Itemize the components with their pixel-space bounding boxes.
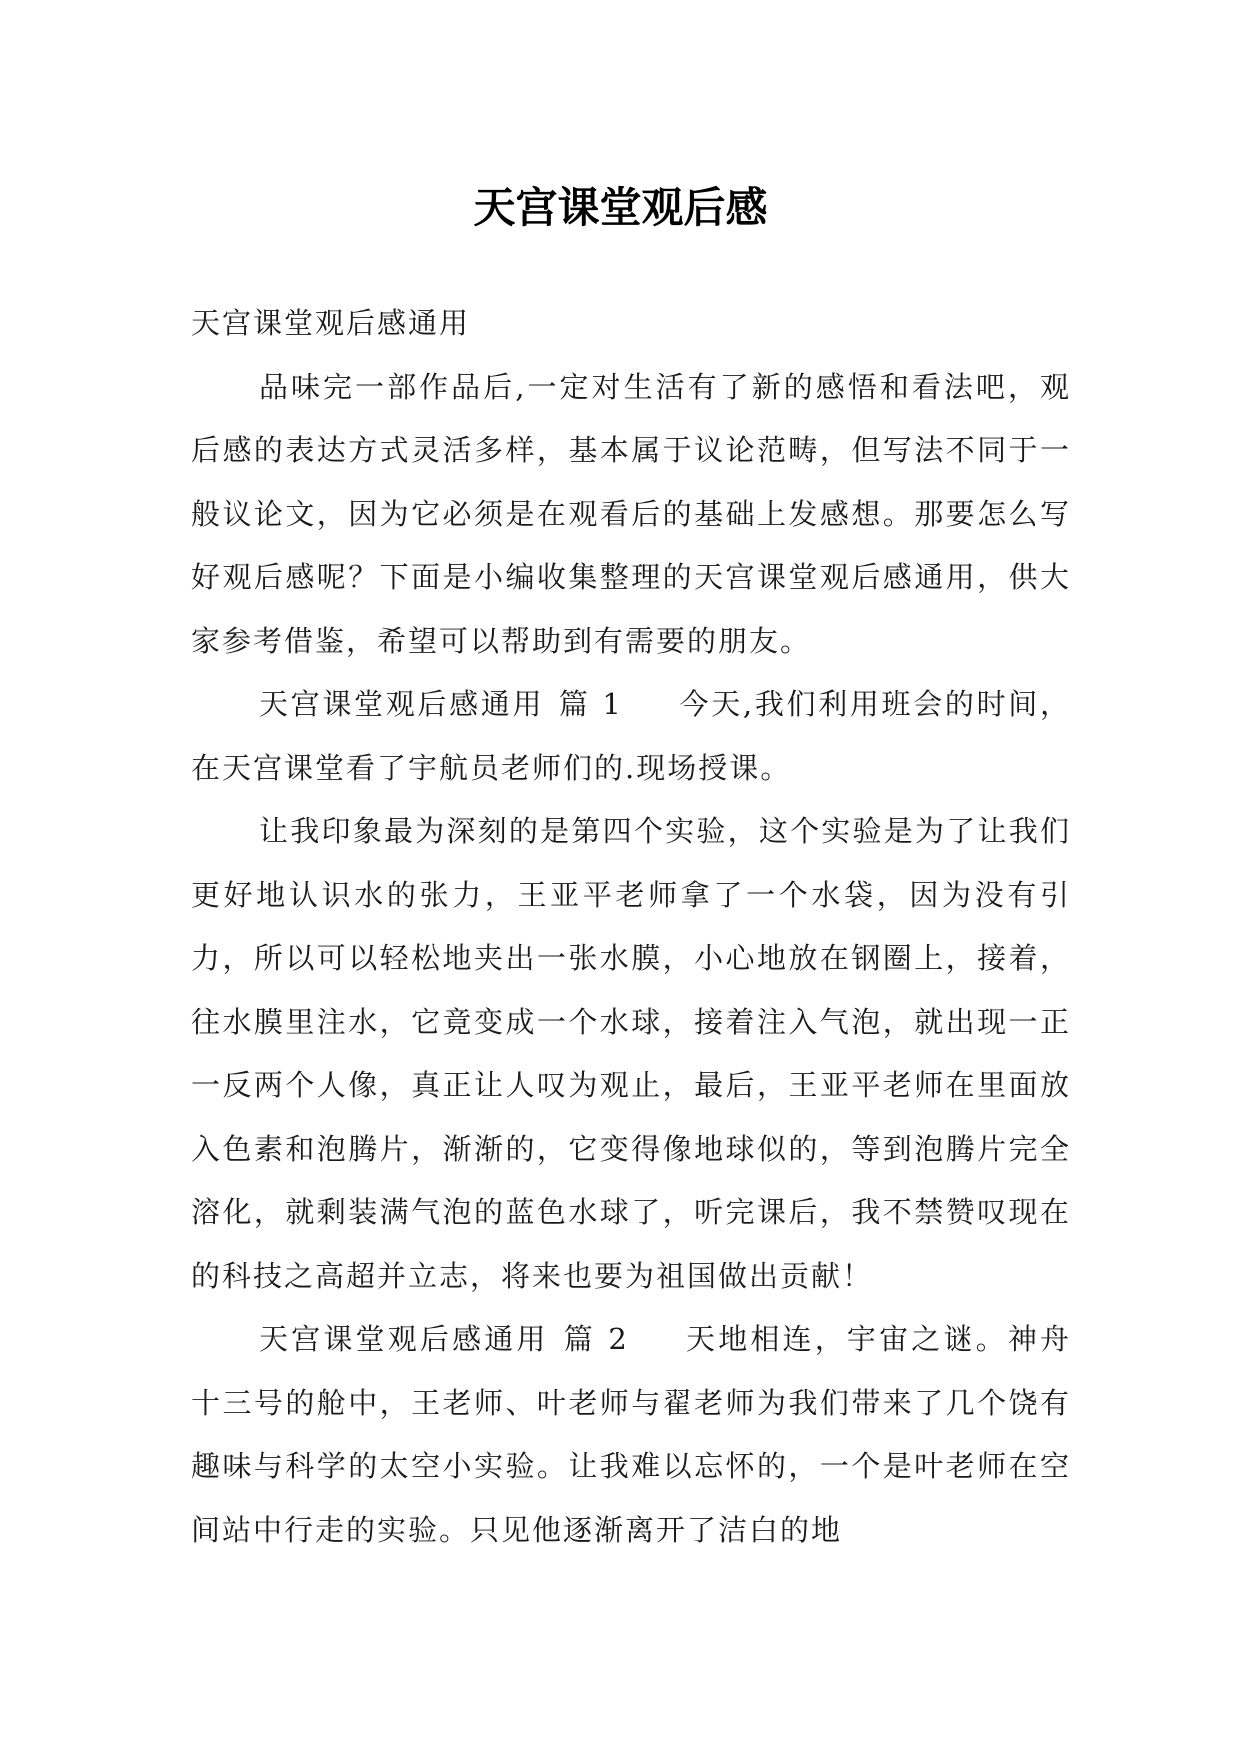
section-1-lead-paragraph bbox=[191, 673, 1071, 800]
section-2-lead-paragraph bbox=[191, 1308, 1071, 1562]
document-subtitle: 天宫课堂观后感通用 bbox=[191, 306, 471, 340]
document-title: 天宫课堂观后感 bbox=[473, 183, 768, 233]
section-2-lead: 天地相连，宇宙之谜。神舟十三号的舱中，王老师、叶老师与翟老师为我们带来了几个饶有趣味与科学的太空小实验。让我难以忘怀的，一个是叶老师在空间站中行走的实验。只见他逐渐离开了洁白的地 bbox=[191, 1322, 1071, 1547]
section-1-body-paragraph: 让我印象最为深刻的是第四个实验，这个实验是为了让我们更好地认识水的张力，王亚平老师拿了一个水袋，因为没有引力，所以可以轻松地夹出一张水膜，小心地放在钢圈上，接着，往水膜里注水，它竟变成一个水球，接着注入气泡，就出现一正一反两个人像，真正让人叹为观止，最后，王亚平老师在里面放入色素和泡腾片，渐渐的，它变得像地球似的，等到泡腾片完全溶化，就剩装满气泡的蓝色水球了，听完课后，我不禁赞叹现在的科技之高超并立志，将来也要为祖国做出贡献！ bbox=[191, 814, 1071, 1293]
section-1-heading: 天宫课堂观后感通用 bbox=[259, 687, 545, 721]
section-2-heading: 天宫课堂观后感通用 bbox=[259, 1322, 549, 1356]
section-1-label: 篇 1 bbox=[558, 687, 623, 721]
intro-paragraph: 品味完一部作品后,一定对生活有了新的感悟和看法吧，观后感的表达方式灵活多样，基本属于议论范畴，但写法不同于一般议论文，因为它必须是在观看后的基础上发感想。那要怎么写好观后感呢？下面是小编收集整理的天宫课堂观后感通用，供大家参考借鉴，希望可以帮助到有需要的朋友。 bbox=[191, 369, 1071, 658]
section-2-label: 篇 2 bbox=[562, 1322, 629, 1356]
section-1-lead: 今天,我们利用班会的时间，在天宫课堂看了宇航员老师们的.现场授课。 bbox=[191, 687, 1071, 785]
document-body bbox=[191, 292, 1071, 1562]
